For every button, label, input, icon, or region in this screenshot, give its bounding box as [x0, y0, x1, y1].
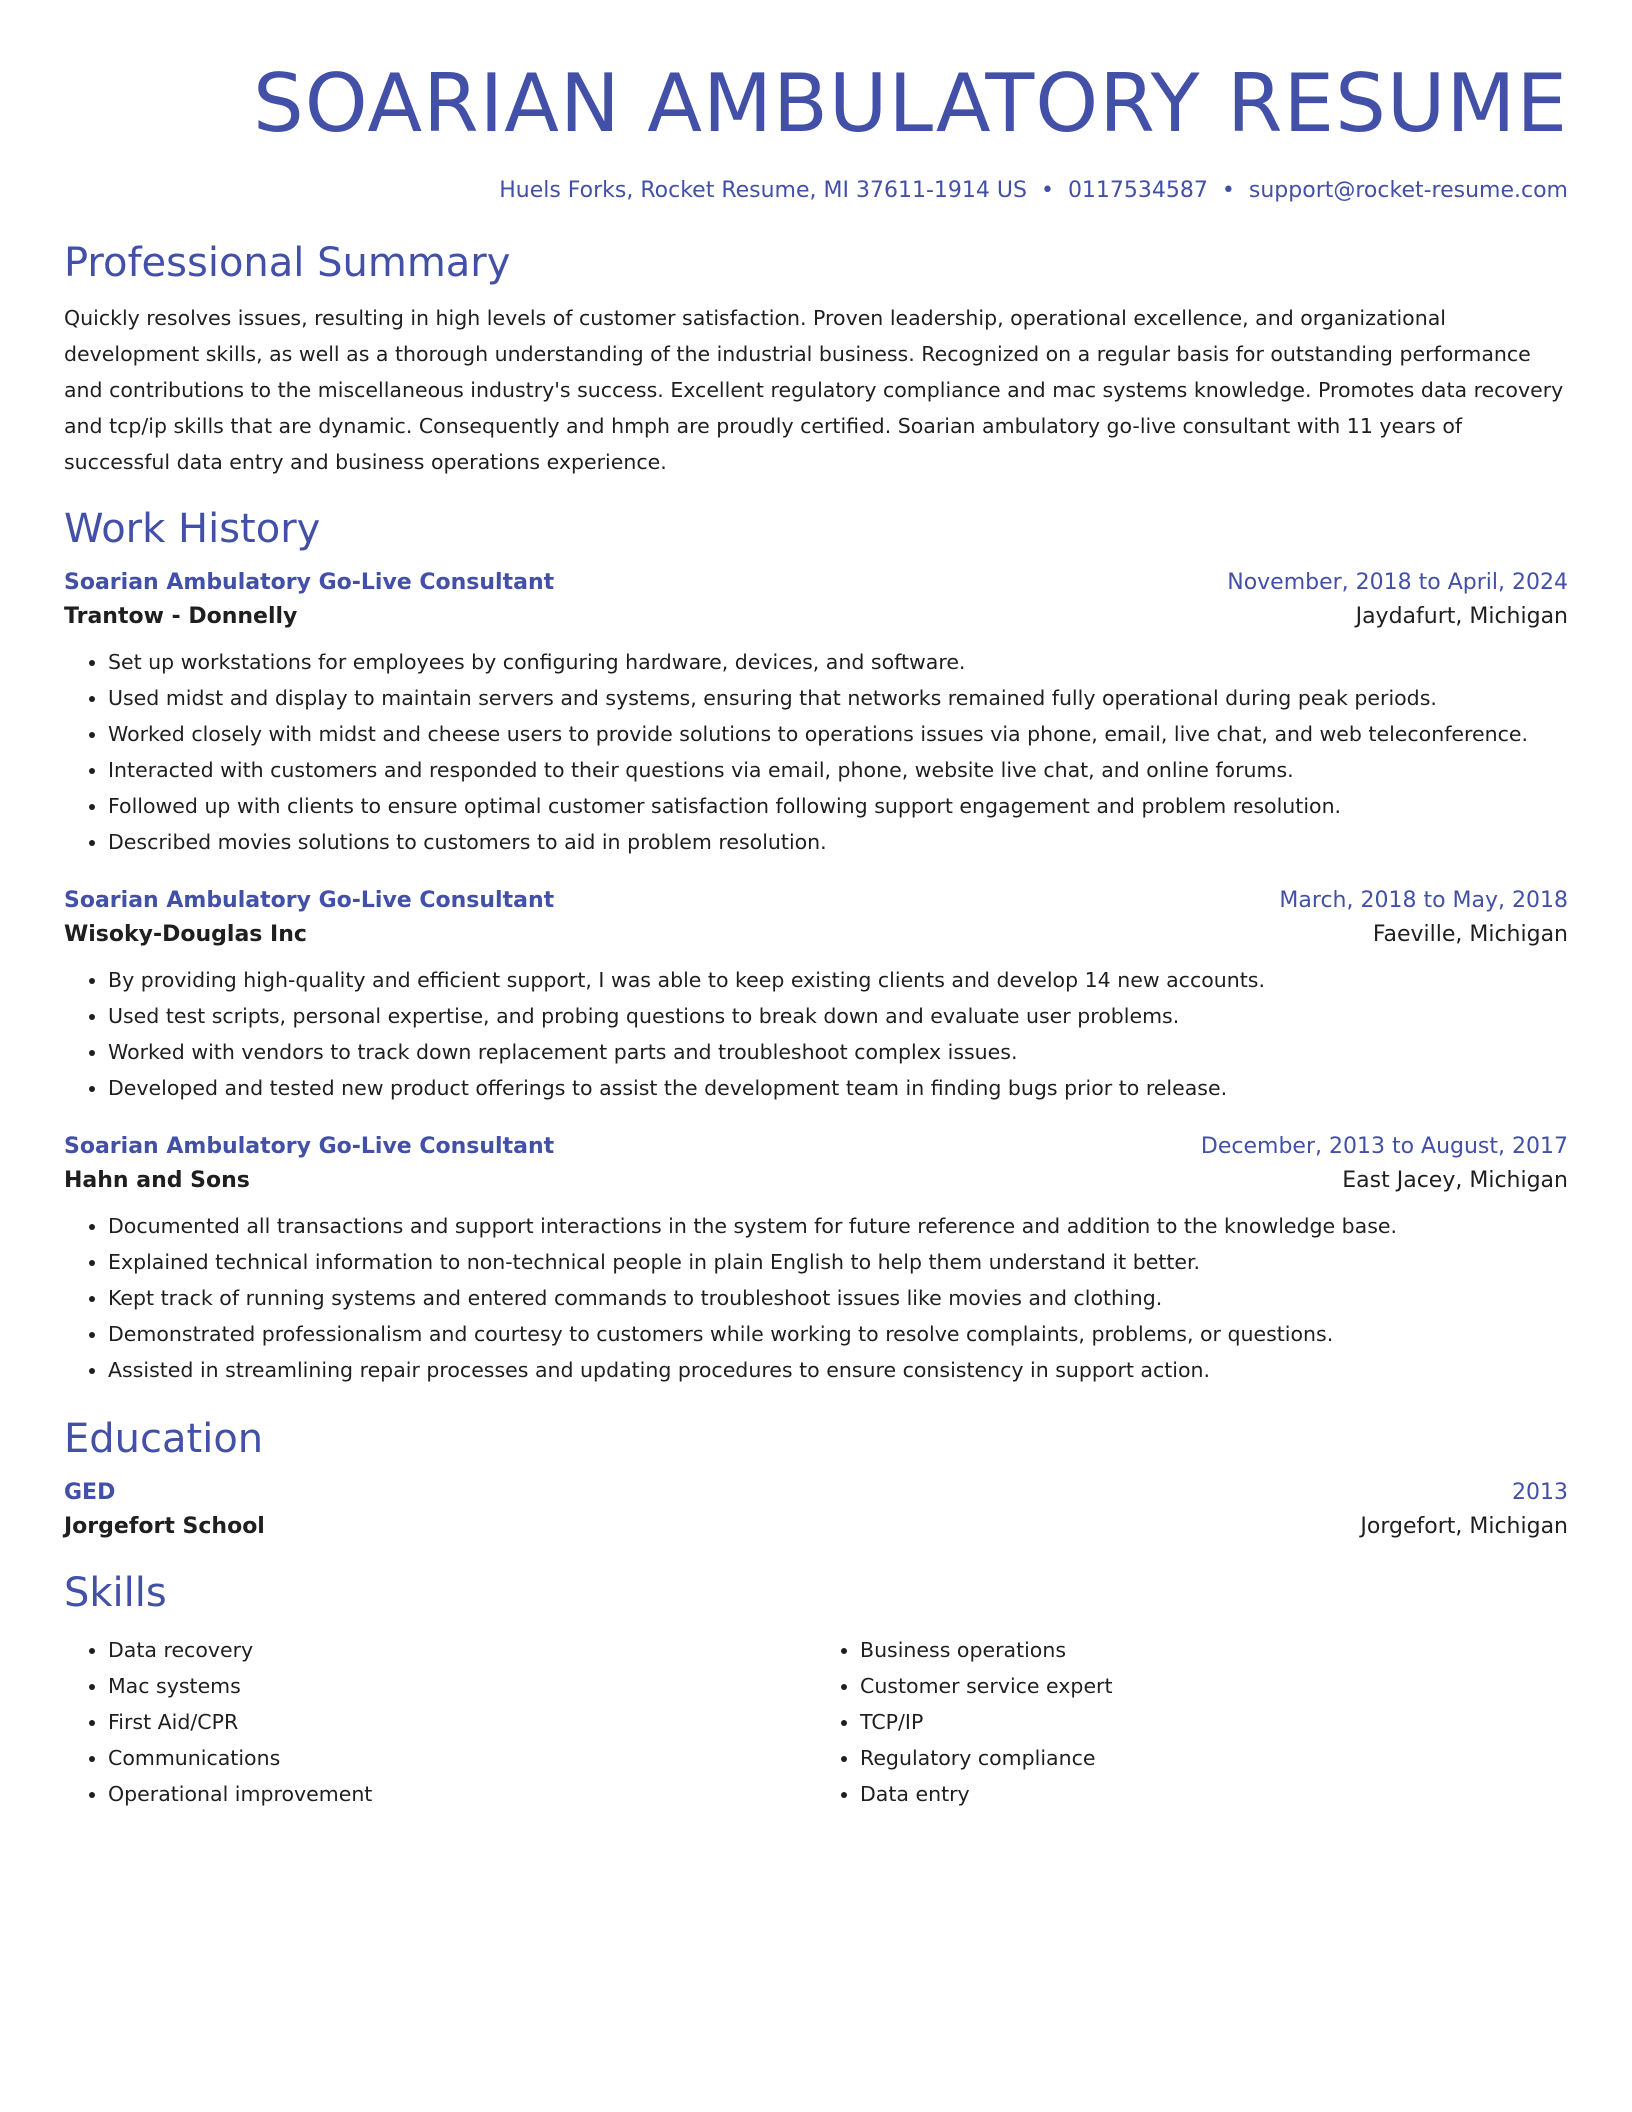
job-bullet: • Set up workstations for employees by configuring hardware, devices, and software. — [108, 644, 1568, 680]
contact-separator: • — [1221, 178, 1235, 203]
job-entry — [64, 1132, 1568, 1388]
skills-list-left — [64, 1632, 816, 1812]
summary-text: Quickly resolves issues, resulting in high levels of customer satisfaction. Proven leadership, operational excellence, and organizational development skills, as well as a thorough understanding of the industrial business. Recognized on a regular basis for outstanding performance and contributions to the miscellaneous industry's success. Excellent regulatory compliance and mac systems knowledge. Promotes data recovery and tcp/ip skills that are dynamic. Consequently and hmph are proudly certified. Soarian ambulatory go-live consultant with 11 years of successful data entry and business operations experience. — [64, 306, 1564, 474]
education-year: 2013 — [1512, 1480, 1568, 1505]
education-location: Jorgefort, Michigan — [1360, 1514, 1568, 1539]
contact-separator: • — [1040, 178, 1054, 203]
job-company: Trantow - Donnelly — [64, 604, 298, 629]
skill-item: • Operational improvement — [108, 1776, 816, 1812]
job-bullet: • Developed and tested new product offerings to assist the development team in finding bugs prior to release. — [108, 1070, 1568, 1106]
skills-column-left — [64, 1632, 816, 1812]
education-entry — [64, 1478, 1568, 1542]
job-bullet: • Described movies solutions to customers to aid in problem resolution. — [108, 824, 1568, 860]
skill-item: • First Aid/CPR — [108, 1704, 816, 1740]
job-company: Hahn and Sons — [64, 1168, 250, 1193]
skill-item: • Customer service expert — [860, 1668, 1568, 1704]
summary-heading: Professional Summary — [64, 240, 511, 286]
skills-grid — [64, 1632, 1568, 1812]
job-title: Soarian Ambulatory Go-Live Consultant — [64, 570, 555, 595]
skills-heading: Skills — [64, 1570, 167, 1616]
job-location: East Jacey, Michigan — [1342, 1168, 1568, 1193]
job-bullets — [64, 962, 1568, 1106]
job-bullet: • Used test scripts, personal expertise, and probing questions to break down and evaluate user problems. — [108, 998, 1568, 1034]
job-dates: December, 2013 to August, 2017 — [1200, 1134, 1568, 1159]
resume-header — [64, 56, 1568, 206]
job-location: Faeville, Michigan — [1372, 922, 1568, 947]
skill-item: • TCP/IP — [860, 1704, 1568, 1740]
job-bullet: • Used midst and display to maintain servers and systems, ensuring that networks remained fully operational during peak periods. — [108, 680, 1568, 716]
job-title: Soarian Ambulatory Go-Live Consultant — [64, 1134, 555, 1159]
job-dates: March, 2018 to May, 2018 — [1279, 888, 1568, 913]
skill-item: • Mac systems — [108, 1668, 816, 1704]
job-title: Soarian Ambulatory Go-Live Consultant — [64, 888, 555, 913]
job-bullet: • Demonstrated professionalism and courtesy to customers while working to resolve complaints, problems, or questions. — [108, 1316, 1568, 1352]
job-entry — [64, 568, 1568, 860]
contact-phone: 0117534587 — [1067, 178, 1208, 203]
job-bullet: • Assisted in streamlining repair processes and updating procedures to ensure consistency in support action. — [108, 1352, 1568, 1388]
education-heading: Education — [64, 1416, 264, 1462]
job-bullet: • Explained technical information to non-technical people in plain English to help them understand it better. — [108, 1244, 1568, 1280]
education-degree: GED — [64, 1480, 116, 1505]
job-bullets — [64, 1208, 1568, 1388]
job-location: Jaydafurt, Michigan — [1355, 604, 1568, 629]
skill-item: • Data recovery — [108, 1632, 816, 1668]
contact-address: Huels Forks, Rocket Resume, MI 37611-1914 US — [499, 178, 1027, 203]
skills-column-right — [816, 1632, 1568, 1812]
job-bullet: • Worked with vendors to track down replacement parts and troubleshoot complex issues. — [108, 1034, 1568, 1070]
work-history-list — [64, 568, 1568, 1388]
skill-item: • Regulatory compliance — [860, 1740, 1568, 1776]
skill-item: • Business operations — [860, 1632, 1568, 1668]
skill-item: • Data entry — [860, 1776, 1568, 1812]
education-school: Jorgefort School — [64, 1514, 265, 1539]
job-bullet: • Interacted with customers and responded to their questions via email, phone, website live chat, and online forums. — [108, 752, 1568, 788]
work-history-heading: Work History — [64, 506, 321, 552]
skills-list-right — [816, 1632, 1568, 1812]
job-company: Wisoky-Douglas Inc — [64, 922, 307, 947]
job-dates: November, 2018 to April, 2024 — [1227, 570, 1568, 595]
job-bullets — [64, 644, 1568, 860]
job-bullet: • Worked closely with midst and cheese users to provide solutions to operations issues via phone, email, live chat, and web teleconference. — [108, 716, 1568, 752]
job-bullet: • Kept track of running systems and entered commands to troubleshoot issues like movies and clothing. — [108, 1280, 1568, 1316]
candidate-name: SOARIAN AMBULATORY RESUME — [253, 57, 1568, 150]
skill-item: • Communications — [108, 1740, 816, 1776]
job-bullet: • Documented all transactions and support interactions in the system for future reference and addition to the knowledge base. — [108, 1208, 1568, 1244]
job-bullet: • By providing high-quality and efficient support, I was able to keep existing clients and develop 14 new accounts. — [108, 962, 1568, 998]
contact-email: support@rocket-resume.com — [1248, 178, 1568, 203]
job-entry — [64, 886, 1568, 1106]
contact-line — [64, 176, 1568, 206]
job-bullet: • Followed up with clients to ensure optimal customer satisfaction following support engagement and problem resolution. — [108, 788, 1568, 824]
